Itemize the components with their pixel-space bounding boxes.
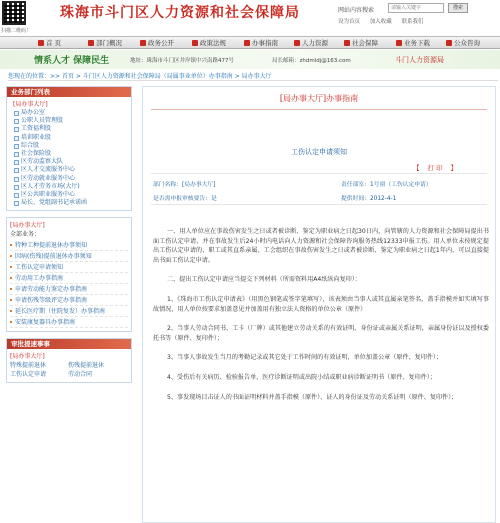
- hall-item[interactable]: 申请劳动能力鉴定办事指南: [10, 284, 128, 295]
- print-button[interactable]: 打 印: [427, 164, 443, 172]
- home-icon: [38, 40, 44, 46]
- folder-icon: [14, 177, 19, 182]
- main-content: [142, 86, 496, 523]
- body-paragraph: 4、受伤后有关病历、检验报告单、医疗诊断证明或出院小结或职业病诊断证明书（原件、复印件）；: [167, 373, 436, 381]
- contact-meta: 责任部室：1号窗（工伤认定申请）: [341, 182, 432, 188]
- contact-us-link[interactable]: 联系我们: [401, 19, 424, 25]
- nav-home[interactable]: 首 页: [38, 37, 61, 50]
- hall-item[interactable]: 申请伤残等级评定办事指南: [10, 295, 128, 306]
- set-homepage-link[interactable]: 设为首页: [338, 19, 361, 25]
- recruit-link[interactable]: 劳动合同: [68, 371, 93, 379]
- dept-item[interactable]: 公职人员管理股: [13, 117, 128, 125]
- body-paragraph: 1、《珠海市工伤认定申请表》（用黑色钢笔或签字笔填写），该表须由当事人或其直属亲笔签名，盖手指模并如实填写事故情况，用人单位按要求加盖意见并加盖用有独立法人资格的单位公章（原件）: [153, 295, 489, 313]
- nav-policy[interactable]: 政策法规: [192, 37, 226, 50]
- folder-icon: [14, 160, 19, 165]
- meta-divider: [151, 173, 487, 174]
- folder-icon: [14, 111, 19, 116]
- dept-list: [7, 97, 131, 210]
- meta-divider-bottom: [151, 204, 487, 205]
- consult-icon: [446, 40, 452, 46]
- search-input[interactable]: [388, 3, 444, 13]
- dept-item[interactable]: 区劳动监察大队: [13, 158, 128, 166]
- dept-item[interactable]: 局长、党组副书记承诺函: [13, 199, 128, 207]
- add-favorite-link[interactable]: 加入收藏: [369, 19, 392, 25]
- hr-icon: [294, 40, 300, 46]
- document-title: 工伤认定申请须知: [291, 148, 347, 156]
- nav-department[interactable]: 部门概况: [88, 37, 122, 50]
- security-icon: [344, 40, 350, 46]
- dept-meta: 部门名称：[局办事大厅]: [153, 182, 216, 188]
- dept-item[interactable]: 区公共职业服务中心: [13, 191, 128, 199]
- qr-code-icon: [2, 1, 26, 25]
- recruit-row: [10, 361, 128, 370]
- folder-icon: [14, 201, 19, 206]
- dept-item[interactable]: 局办公室: [13, 109, 128, 117]
- folder-icon: [14, 144, 19, 149]
- header-links: [338, 17, 432, 25]
- print-bracket-open: 【: [413, 164, 420, 172]
- body-paragraph: 二、提出工伤认定申请应当提交下列材料（所需资料用A4纸纵向复印）：: [167, 276, 361, 284]
- nav-gov-affairs[interactable]: 政务公开: [140, 37, 174, 50]
- nav-consult[interactable]: 公众咨询: [446, 37, 480, 50]
- nav-guide[interactable]: 办事指南: [244, 37, 278, 50]
- header: [0, 0, 500, 34]
- folder-icon: [14, 168, 19, 173]
- search-label: 网站内容搜索: [338, 7, 375, 14]
- folder-icon: [14, 119, 19, 124]
- dept-item[interactable]: 区人才劳务市场(大厅): [13, 183, 128, 191]
- print-control: [413, 163, 457, 172]
- title-divider: [151, 109, 487, 110]
- recruit-link[interactable]: 工伤认定申请: [10, 371, 47, 379]
- main-nav: [0, 36, 500, 49]
- recruit-row: [10, 370, 128, 379]
- folder-icon: [14, 127, 19, 132]
- banner-address: 地址：珠海市斗门区井岸镇中兴南路477号: [130, 58, 234, 64]
- recruit-title: 审批提速事事: [7, 339, 131, 349]
- site-title: 珠海市斗门区人力资源和社会保障局: [60, 5, 300, 21]
- nav-hr[interactable]: 人力资源: [294, 37, 328, 50]
- search-button[interactable]: 搜索: [448, 3, 468, 13]
- body-paragraph: 一、用人单位应在事故伤害发生之日或者被诊断、鉴定为职业病之日起30日内，向管辖的人力资源和社会保障局提出书面工伤认定申请，并在事故发生后24小时内电话向人力资源和社会保障咨询服务热线12333申报工伤。用人单位未按规定提出工伤认定申请的，职工或其直系亲属、工会组织在事故伤害发生之日或者被诊断、鉴定为职业病之日起1年内，可以直接提出书面工伤认定申请。: [153, 228, 489, 264]
- hall-item[interactable]: 因病(伤残)提前退休办事须知: [10, 251, 128, 262]
- hall-box: [6, 217, 132, 332]
- recruit-link[interactable]: 伤残提前退休: [68, 362, 105, 370]
- policy-icon: [192, 40, 198, 46]
- hall-all-label: 全部业务：: [10, 231, 41, 239]
- print-bracket-close: 】: [450, 164, 458, 172]
- recruit-link[interactable]: 特殊提前退休: [10, 362, 47, 370]
- dept-item[interactable]: 社会保险股: [13, 150, 128, 158]
- qr-caption: 扫描二维码！: [0, 28, 31, 34]
- banner-motto: 斗门人力资源局: [395, 56, 444, 64]
- dept-item[interactable]: 区人才交流服务中心: [13, 166, 128, 174]
- hall-item[interactable]: 特种工种提前退休办事须知: [10, 240, 128, 251]
- page-title: [局办事大厅]办事指南: [279, 94, 359, 103]
- body-paragraph: 3、当事人事故发生当月的考勤记录或其它处于工作时间的有效证明，单位加盖公章（原件、复印件）；: [167, 354, 443, 362]
- guide-icon: [244, 40, 250, 46]
- dept-icon: [88, 40, 94, 46]
- hall-item[interactable]: 安装康复器具办事指南: [10, 317, 128, 328]
- dept-list-title: 业务部门列表: [7, 87, 131, 97]
- hall-item[interactable]: 延长医疗期（住院复发）办事指南: [10, 306, 128, 317]
- folder-icon: [14, 152, 19, 157]
- sidebar: [6, 86, 132, 389]
- body-paragraph: 2、当事人劳动合同书、工卡（厂牌）或其他建立劳动关系的有效证明、身份证或亲属关系证明，亲属身份证以及授权委托书等（原件、复印件）；: [153, 325, 489, 342]
- folder-icon: [14, 136, 19, 141]
- recruit-box: [6, 338, 132, 383]
- folder-icon: [14, 193, 19, 198]
- folder-icon: [14, 185, 19, 190]
- online-meta: 是否需申报审核要告：是: [153, 196, 217, 202]
- gov-icon: [140, 40, 146, 46]
- download-icon: [396, 40, 402, 46]
- dept-item[interactable]: 培训职业股: [13, 134, 128, 142]
- date-meta: 提供时间：2012-4-1: [341, 196, 397, 202]
- dept-item[interactable]: 区劳动就业服务中心: [13, 175, 128, 183]
- body-paragraph: 5、事发现场目击证人的书面证明材料并盖手指模（原件），证人的身份证及劳动关系证明（原件、复印件）；: [167, 393, 458, 401]
- recruit-sub[interactable]: [局办事大厅]: [10, 353, 45, 361]
- hall-item[interactable]: 工伤认定申请须知: [10, 262, 128, 273]
- nav-download[interactable]: 业务下载: [396, 37, 430, 50]
- hall-title[interactable]: [局办事大厅]: [10, 222, 45, 230]
- breadcrumb[interactable]: 您现在的位置：>> 首页 > 斗门区人力资源和社会保障局（局属事业单位）办事指南 > 局办事大厅: [8, 71, 498, 81]
- banner: [0, 50, 500, 69]
- banner-email[interactable]: 局长邮箱：zhdmldj@163.com: [272, 58, 351, 64]
- banner-slogan: 情系人才 保障民生: [34, 56, 110, 66]
- hall-item[interactable]: 劳动用工办事指南: [10, 273, 128, 284]
- document-body: [153, 227, 489, 412]
- dept-list-root[interactable]: [局办事大厅]: [13, 101, 48, 108]
- dept-list-box: [6, 86, 132, 211]
- dept-item[interactable]: 工资福利股: [13, 125, 128, 133]
- nav-social-security[interactable]: 社会保障: [344, 37, 378, 50]
- dept-item[interactable]: 综合股: [13, 142, 128, 150]
